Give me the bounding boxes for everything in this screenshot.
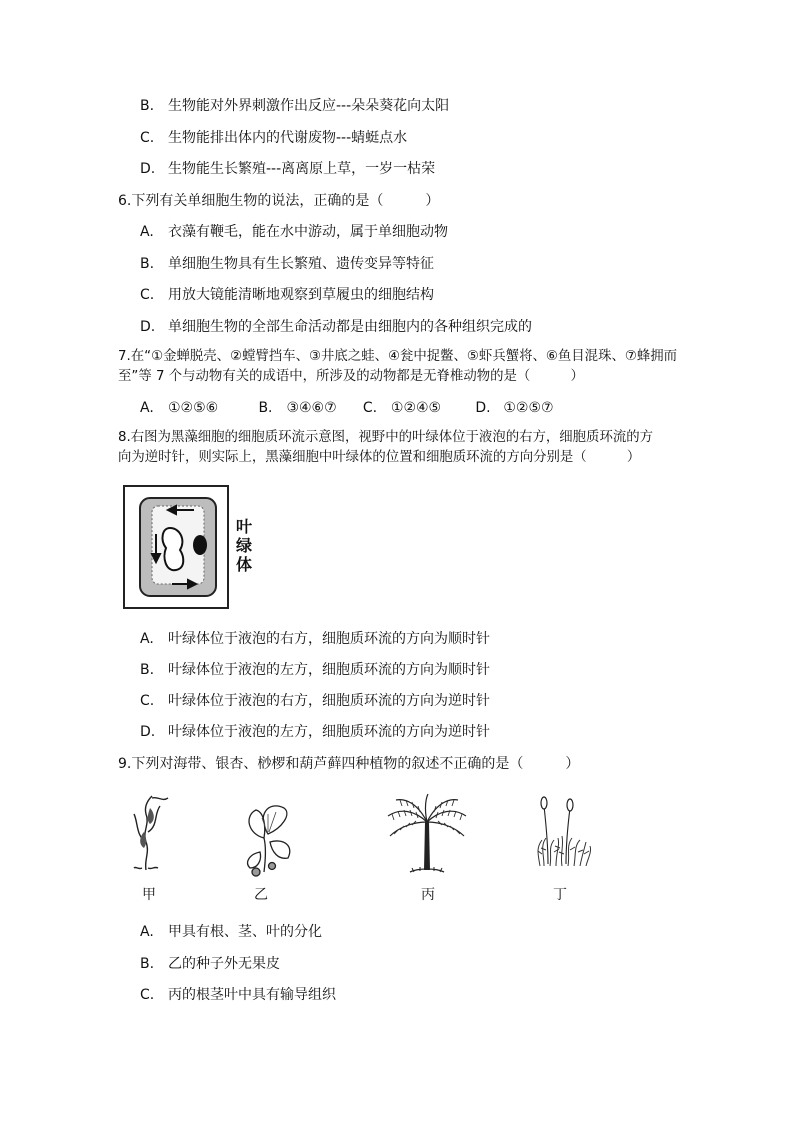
moss-illustration xyxy=(534,794,594,870)
q9-option-b xyxy=(140,954,280,974)
option-letter: A. xyxy=(140,631,154,647)
q8-option-d xyxy=(140,722,490,742)
label-char: 体 xyxy=(236,555,253,574)
option-text: ③④⑥⑦ xyxy=(286,400,337,416)
option-letter: D. xyxy=(140,724,156,740)
option-text: 叶绿体位于液泡的左方，细胞质环流的方向为顺时针 xyxy=(168,662,490,678)
q6-option-d xyxy=(140,317,532,337)
q5-option-b xyxy=(140,96,449,116)
kelp-stem xyxy=(145,796,152,870)
moss-seta xyxy=(544,806,548,864)
option-letter: C. xyxy=(362,400,378,416)
option-text: 衣藻有鞭毛，能在水中游动，属于单细胞动物 xyxy=(168,224,448,240)
q8-stem-line1: 8.右图为黑藻细胞的细胞质环流示意图，视野中的叶绿体位于液泡的右方，细胞质环流的方 xyxy=(118,430,654,445)
option-letter: B. xyxy=(258,400,273,416)
option-letter: A. xyxy=(140,400,154,416)
kelp-tip xyxy=(152,798,168,800)
option-text: 生物能生长繁殖---离离原上草，一岁一枯荣 xyxy=(168,161,436,177)
nucleus xyxy=(163,528,184,570)
ginkgo-svg xyxy=(238,794,298,878)
q5-option-c xyxy=(140,128,407,148)
option-text: 叶绿体位于液泡的右方，细胞质环流的方向为顺时针 xyxy=(168,631,490,647)
moss-capsule xyxy=(567,799,573,811)
ginkgo-leaf xyxy=(270,841,290,858)
q8-option-c xyxy=(140,691,490,711)
option-text: 叶绿体位于液泡的左方，细胞质环流的方向为逆时针 xyxy=(168,724,490,740)
fern-ground xyxy=(410,869,444,872)
option-letter: B. xyxy=(140,956,155,972)
q9-stem: 9.下列对海带、银杏、桫椤和葫芦藓四种植物的叙述不正确的是（ ） xyxy=(118,756,580,772)
ginkgo-illustration xyxy=(238,794,298,878)
moss-capsule xyxy=(541,797,547,809)
tree-fern-illustration xyxy=(384,792,470,878)
q6-option-c xyxy=(140,285,434,305)
fern-frond xyxy=(425,794,428,822)
q5-option-d xyxy=(140,159,435,179)
option-text: 乙的种子外无果皮 xyxy=(168,956,280,972)
label-char: 绿 xyxy=(236,536,253,555)
option-letter: D. xyxy=(140,161,156,177)
ginkgo-branch xyxy=(264,838,266,872)
option-text: ①②⑤⑦ xyxy=(503,400,554,416)
q9-option-a xyxy=(140,922,322,942)
kelp-blade xyxy=(148,808,154,824)
q7-stem-line1: 7.在“①金蝉脱壳、②螳臂挡车、③井底之蛙、④瓮中捉鳖、⑤虾兵蟹将、⑥鱼目混珠、⑦蜂拥而 xyxy=(118,349,678,364)
option-letter: C. xyxy=(140,987,155,1003)
plant-label-bing: 丙 xyxy=(421,887,435,903)
q7-options xyxy=(140,398,554,418)
plant-label-ding: 丁 xyxy=(553,887,567,903)
ginkgo-leaf xyxy=(249,810,265,838)
ginkgo-seed xyxy=(252,868,260,876)
ginkgo-seed xyxy=(269,863,276,870)
plant-label-jia: 甲 xyxy=(142,887,156,903)
option-text: 单细胞生物具有生长繁殖、遗传变异等特征 xyxy=(168,256,434,272)
q8-option-b xyxy=(140,660,490,680)
option-text: 甲具有根、茎、叶的分化 xyxy=(168,924,322,940)
option-letter: B. xyxy=(140,98,155,114)
moss-leaflets xyxy=(538,846,589,854)
label-char: 叶 xyxy=(236,517,253,536)
q6-option-b xyxy=(140,254,434,274)
option-letter: A. xyxy=(140,924,154,940)
moss-seta xyxy=(566,808,570,864)
tree-fern-svg xyxy=(384,792,470,878)
option-text: 生物能对外界刺激作出反应---朵朵葵花向太阳 xyxy=(168,98,450,114)
option-text: 丙的根茎叶中具有输导组织 xyxy=(168,987,336,1003)
q6-option-a xyxy=(140,222,448,242)
fern-pinnae xyxy=(394,821,416,834)
option-letter: C. xyxy=(140,287,155,303)
cell-diagram xyxy=(122,484,232,610)
option-letter: A. xyxy=(140,224,154,240)
option-text: 叶绿体位于液泡的右方，细胞质环流的方向为逆时针 xyxy=(168,693,490,709)
option-text: ①②⑤⑥ xyxy=(168,400,219,416)
fern-pinnae xyxy=(438,821,460,834)
fern-trunk xyxy=(424,822,430,870)
q8-option-a xyxy=(140,629,490,649)
option-letter: B. xyxy=(140,662,155,678)
moss-leaves xyxy=(538,836,591,866)
chloroplast xyxy=(193,535,207,555)
option-letter: C. xyxy=(140,693,155,709)
chloroplast-label xyxy=(236,517,252,574)
option-text: ①②④⑤ xyxy=(390,400,442,416)
option-text: 生物能排出体内的代谢废物---蜻蜓点水 xyxy=(168,130,408,146)
cell-diagram-svg xyxy=(122,484,232,610)
q9-option-c xyxy=(140,985,336,1005)
option-text: 单细胞生物的全部生命活动都是由细胞内的各种组织完成的 xyxy=(168,319,532,335)
ginkgo-leaf xyxy=(248,852,261,868)
option-letter: D. xyxy=(475,400,491,416)
kelp-svg xyxy=(124,792,174,872)
kelp-illustration xyxy=(124,792,174,872)
plant-label-yi: 乙 xyxy=(254,887,268,903)
option-letter: D. xyxy=(140,319,156,335)
q6-stem: 6.下列有关单细胞生物的说法，正确的是（ ） xyxy=(118,193,440,209)
moss-svg xyxy=(534,794,594,870)
ginkgo-leaf xyxy=(263,806,287,834)
option-letter: C. xyxy=(140,130,155,146)
option-letter: B. xyxy=(140,256,155,272)
option-text: 用放大镜能清晰地观察到草履虫的细胞结构 xyxy=(168,287,434,303)
q7-stem-line2: 至”等 7 个与动物有关的成语中，所涉及的动物都是无脊椎动物的是（ ） xyxy=(118,369,584,384)
q8-stem-line2: 向为逆时针，则实际上，黑藻细胞中叶绿体的位置和细胞质环流的方向分别是（ ） xyxy=(118,450,641,465)
